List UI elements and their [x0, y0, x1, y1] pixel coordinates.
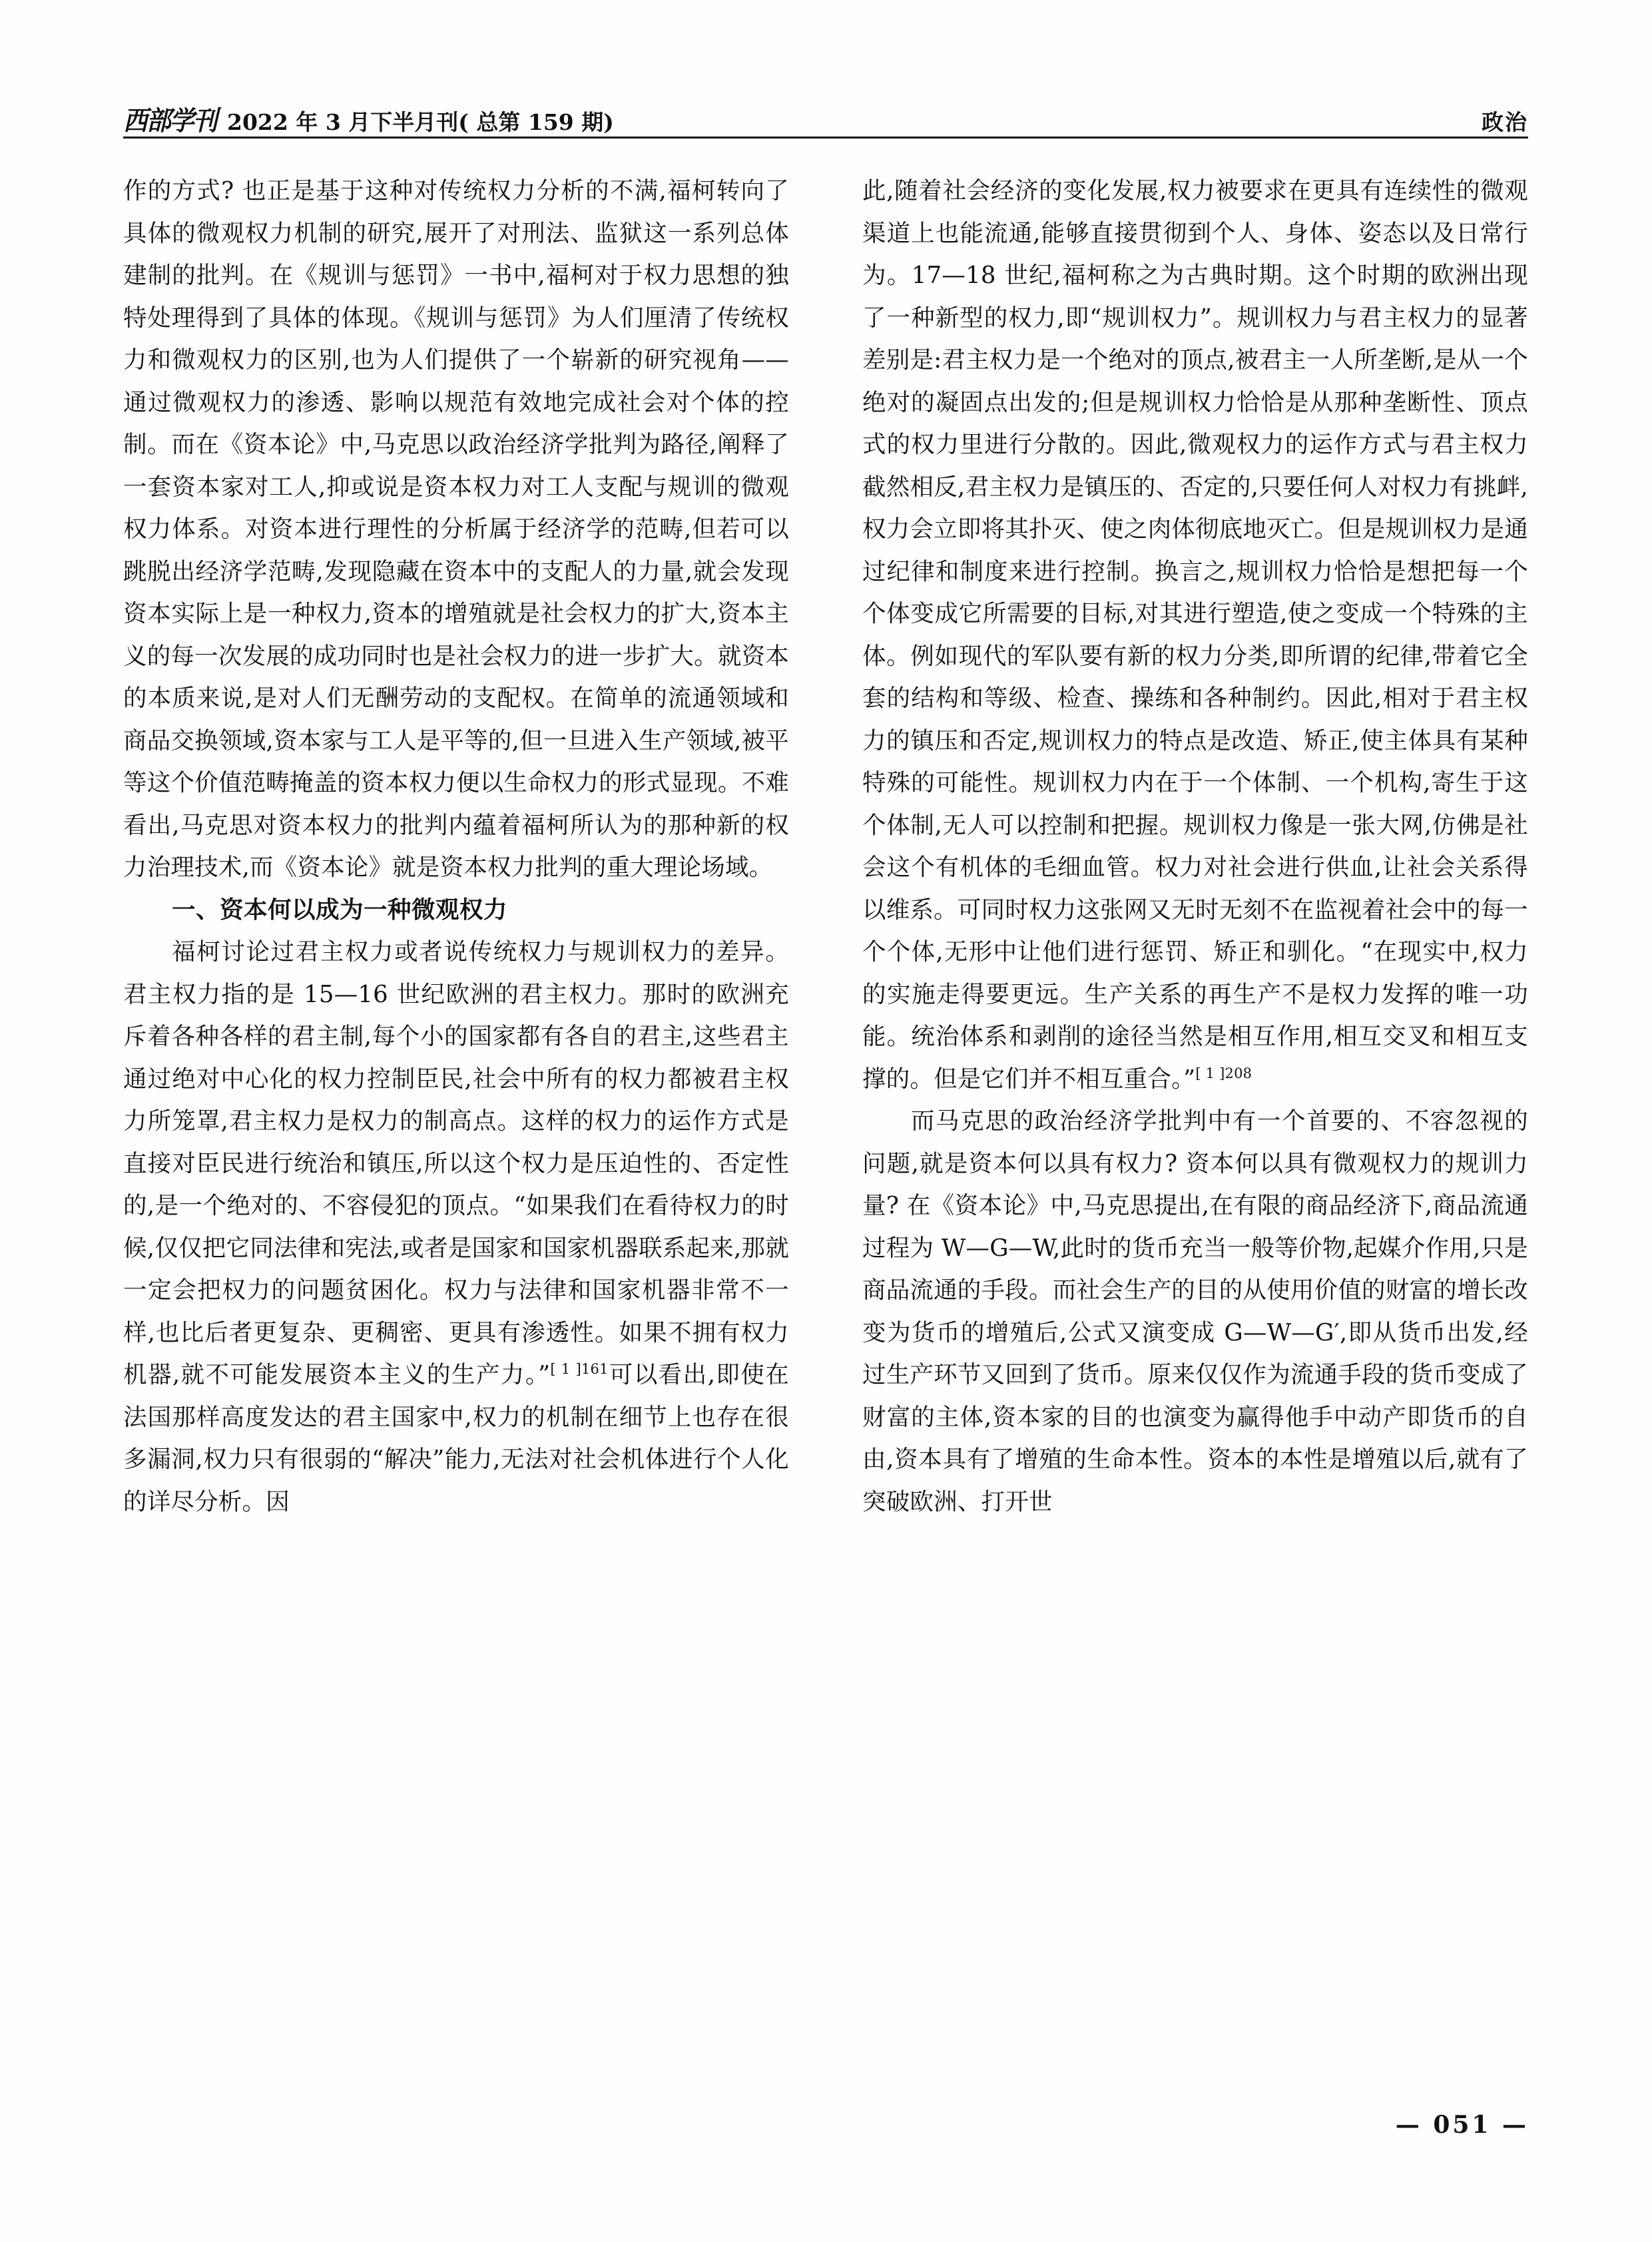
citation-marker-right: [ 1 ]208: [1195, 1065, 1252, 1081]
page-header: [123, 100, 1528, 138]
paragraph-text-part1-right: 此,随着社会经济的变化发展,权力被要求在更具有连续性的微观渠道上也能流通,能够直接贯彻到个人、身体、姿态以及日常行为。17—18 世纪,福柯称之为古典时期。这个时期的欧洲出现了一种新型的权力,即“规训权力”。规训权力与君主权力的显著差别是:君主权力是一个绝对的顶点,被君主一人所垄断,是从一个绝对的凝固点出发的;但是规训权力恰恰是从那种垄断性、顶点式的权力里进行分散的。因此,微观权力的运作方式与君主权力截然相反,君主权力是镇压的、否定的,只要任何人对权力有挑衅,权力会立即将其扑灭、使之肉体彻底地灭亡。但是规训权力是通过纪律和制度来进行控制。换言之,规训权力恰恰是想把每一个个体变成它所需要的目标,对其进行塑造,使之变成一个特殊的主体。例如现代的军队要有新的权力分类,即所谓的纪律,带着它全套的结构和等级、检查、操练和各种制约。因此,相对于君主权力的镇压和否定,规训权力的特点是改造、矫正,使主体具有某种特殊的可能性。规训权力内在于一个体制、一个机构,寄生于这个体制,无人可以控制和把握。规训权力像是一张大网,仿佛是社会这个有机体的毛细血管。权力对社会进行供血,让社会关系得以维系。可同时权力这张网又无时无刻不在监视着社会中的每一个个体,无形中让他们进行惩罚、矫正和驯化。“在现实中,权力的实施走得要更远。生产关系的再生产不是权力发挥的唯一功能。统治体系和剥削的途径当然是相互作用,相互交叉和相互支撑的。但是它们并不相互重合。”: [862, 177, 1528, 1093]
paragraph-continued-right: [862, 170, 1528, 1100]
left-column: [123, 170, 789, 1523]
right-column: [862, 170, 1528, 1523]
paragraph-capital-power: 而马克思的政治经济学批判中有一个首要的、不容忽视的问题,就是资本何以具有权力? 资本何以具有微观权力的规训力量? 在《资本论》中,马克思提出,在有限的商品经济下,商品流通过程为 W—G—W,此时的货币充当一般等价物,起媒介作用,只是商品流通的手段。而社会生产的目的从使用价值的财富的增长改变为货币的增殖后,公式又演变成 G—W—G′,即从货币出发,经过生产环节又回到了货币。原来仅仅作为流通手段的货币变成了财富的主体,资本家的目的也演变为赢得他手中动产即货币的自由,资本具有了增殖的生命本性。资本的本性是增殖以后,就有了突破欧洲、打开世: [862, 1107, 1528, 1516]
paragraph-text-part1: 福柯讨论过君主权力或者说传统权力与规训权力的差异。君主权力指的是 15—16 世纪欧洲的君主权力。那时的欧洲充斥着各种各样的君主制,每个小的国家都有各自的君主,这些君主通过绝对中心化的权力控制臣民,社会中所有的权力都被君主权力所笼罩,君主权力是权力的制高点。这样的权力的运作方式是直接对臣民进行统治和镇压,所以这个权力是压迫性的、否定性的,是一个绝对的、不容侵犯的顶点。“如果我们在看待权力的时候,仅仅把它同法律和宪法,或者是国家和国家机器联系起来,那就一定会把权力的问题贫困化。权力与法律和国家机器非常不一样,也比后者更复杂、更稠密、更具有渗透性。如果不拥有权力机器,就不可能发展资本主义的生产力。”: [123, 938, 789, 1388]
section-category: 政治: [1482, 109, 1528, 135]
body-columns: [123, 170, 1528, 1523]
citation-marker: [ 1 ]161: [550, 1361, 609, 1378]
paragraph-with-citation: [123, 931, 789, 1523]
section-heading: 一、资本何以成为一种微观权力: [172, 896, 508, 924]
journal-logo: 西部学刊: [123, 105, 216, 137]
header-left-group: [123, 100, 614, 138]
header-divider: [123, 137, 1528, 139]
paragraph-continued: 作的方式? 也正是基于这种对传统权力分析的不满,福柯转向了具体的微观权力机制的研究,展开了对刑法、监狱这一系列总体建制的批判。在《规训与惩罚》一书中,福柯对于权力思想的独特处理得到了具体的体现。《规训与惩罚》为人们厘清了传统权力和微观权力的区别,也为人们提供了一个崭新的研究视角——通过微观权力的渗透、影响以规范有效地完成社会对个体的控制。而在《资本论》中,马克思以政治经济学批判为路径,阐释了一套资本家对工人,抑或说是资本权力对工人支配与规训的微观权力体系。对资本进行理性的分析属于经济学的范畴,但若可以跳脱出经济学范畴,发现隐藏在资本中的支配人的力量,就会发现资本实际上是一种权力,资本的增殖就是社会权力的扩大,资本主义的每一次发展的成功同时也是社会权力的进一步扩大。就资本的本质来说,是对人们无酬劳动的支配权。在简单的流通领域和商品交换领域,资本家与工人是平等的,但一旦进入生产领域,被平等这个价值范畴掩盖的资本权力便以生命权力的形式显现。不难看出,马克思对资本权力的批判内蕴着福柯所认为的那种新的权力治理技术,而《资本论》就是资本权力批判的重大理论场域。: [123, 177, 789, 881]
paragraph-text-part2: 可以看出,即使在法国那样高度发达的君主国家中,权力的机制在细节上也存在很多漏洞,权力只有很弱的“解决”能力,无法对社会机体进行个人化的详尽分析。因: [123, 1361, 790, 1516]
page-number: — 051 —: [1395, 2111, 1529, 2139]
issue-info: 2022 年 3 月下半月刊( 总第 159 期): [227, 109, 614, 135]
